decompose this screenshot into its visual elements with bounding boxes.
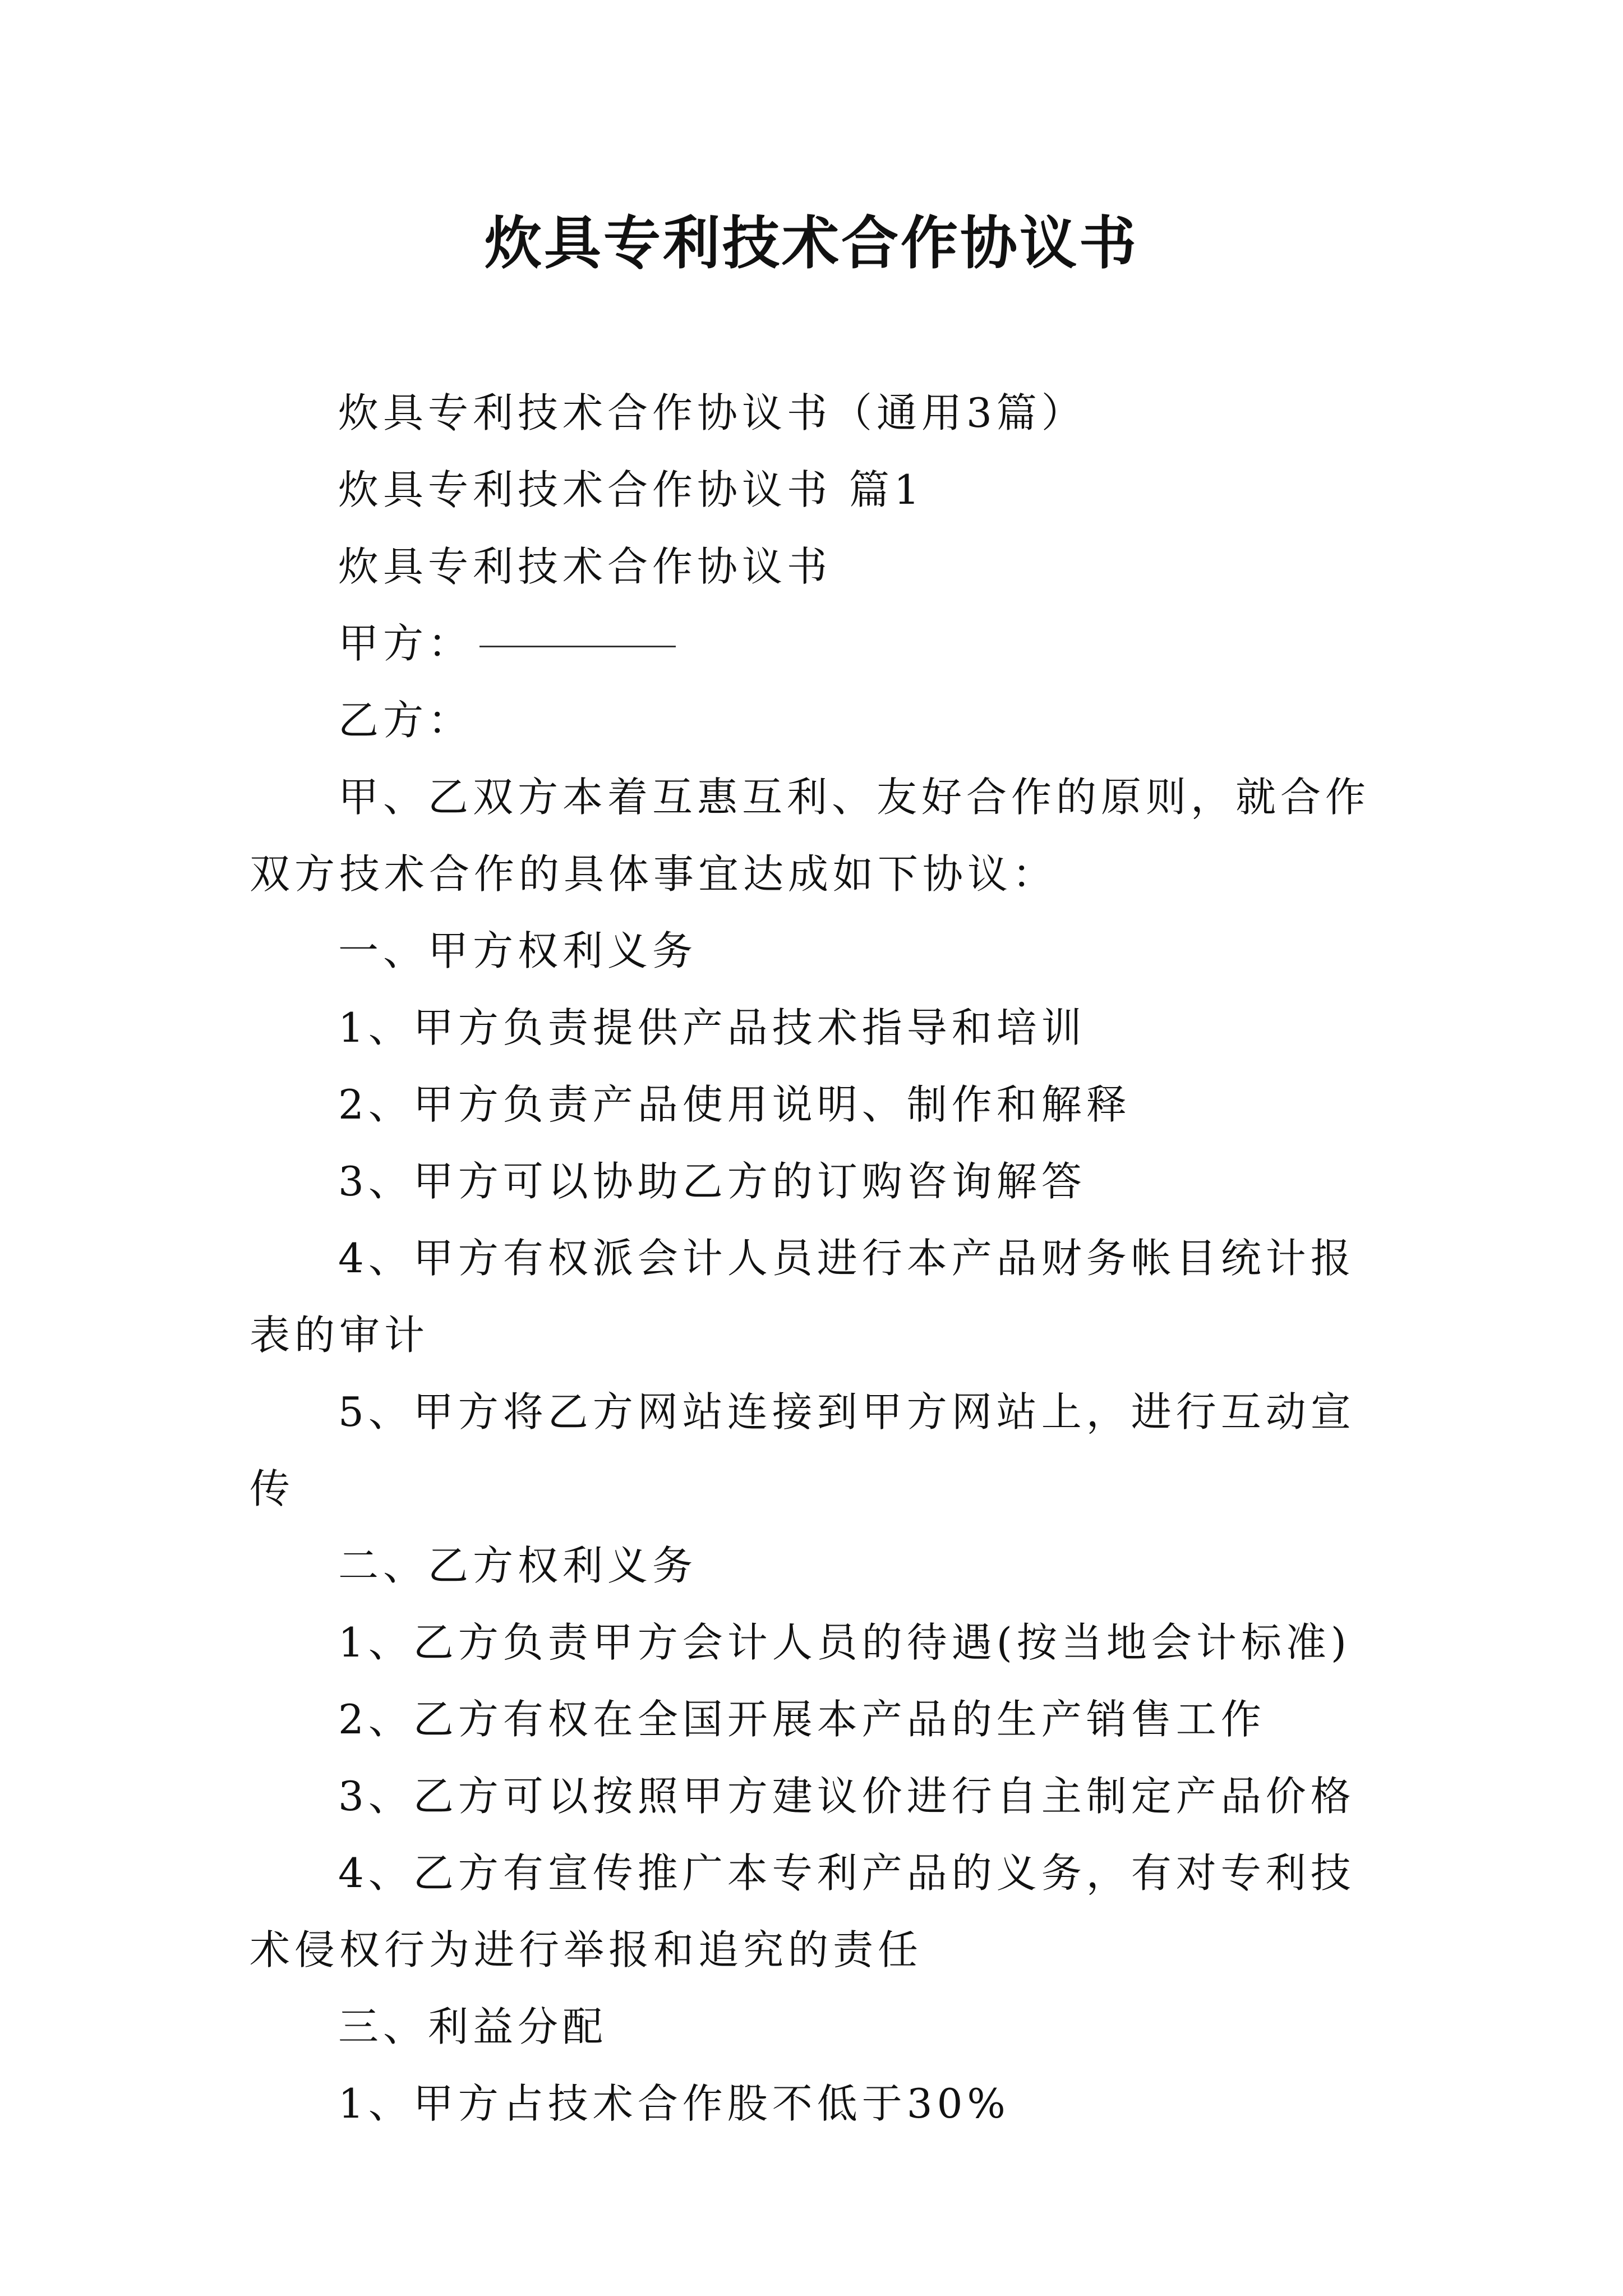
section-3-item: 1、甲方占技术合作股不低于30% (338, 2080, 1010, 2127)
part-heading: 炊具专利技术合作协议书 篇1 (338, 466, 924, 513)
doc-name: 炊具专利技术合作协议书 (338, 543, 832, 590)
party-b-label: 乙方： (338, 697, 473, 744)
section-2-item: 4、乙方有宣传推广本专利产品的义务，有对专利技术侵权行为进行举报和追究的责任 (250, 1849, 1355, 1973)
section-1-heading: 一、甲方权利义务 (338, 927, 698, 974)
section-2-item: 3、乙方可以按照甲方建议价进行自主制定产品价格 (338, 1773, 1355, 1820)
section-2-item: 1、乙方负责甲方会计人员的待遇(按当地会计标准) (338, 1619, 1351, 1666)
section-1-item: 2、甲方负责产品使用说明、制作和解释 (338, 1081, 1131, 1128)
section-2-heading: 二、乙方权利义务 (338, 1542, 698, 1589)
section-1-item: 1、甲方负责提供产品技术指导和培训 (338, 1004, 1086, 1051)
document-body (250, 375, 1399, 2142)
party-a-label: 甲方： (338, 620, 473, 667)
document-title: 炊具专利技术合作协议书 (485, 210, 1138, 277)
subtitle: 炊具专利技术合作协议书（通用3篇） (338, 389, 1086, 436)
party-a-line (250, 605, 1399, 682)
section-2-item: 2、乙方有权在全国开展本产品的生产销售工作 (338, 1696, 1266, 1743)
section-1-item: 5、甲方将乙方网站连接到甲方网站上，进行互动宣传 (250, 1388, 1355, 1512)
section-3-heading: 三、利益分配 (338, 2003, 608, 2050)
section-1-item: 3、甲方可以协助乙方的订购咨询解答 (338, 1158, 1086, 1205)
intro-paragraph: 甲、乙双方本着互惠互利、友好合作的原则，就合作双方技术合作的具体事宜达成如下协议： (250, 774, 1371, 898)
section-1-item: 4、甲方有权派会计人员进行本产品财务帐目统计报表的审计 (250, 1235, 1355, 1359)
party-a-blank (479, 643, 676, 647)
party-b-line (250, 682, 1399, 759)
